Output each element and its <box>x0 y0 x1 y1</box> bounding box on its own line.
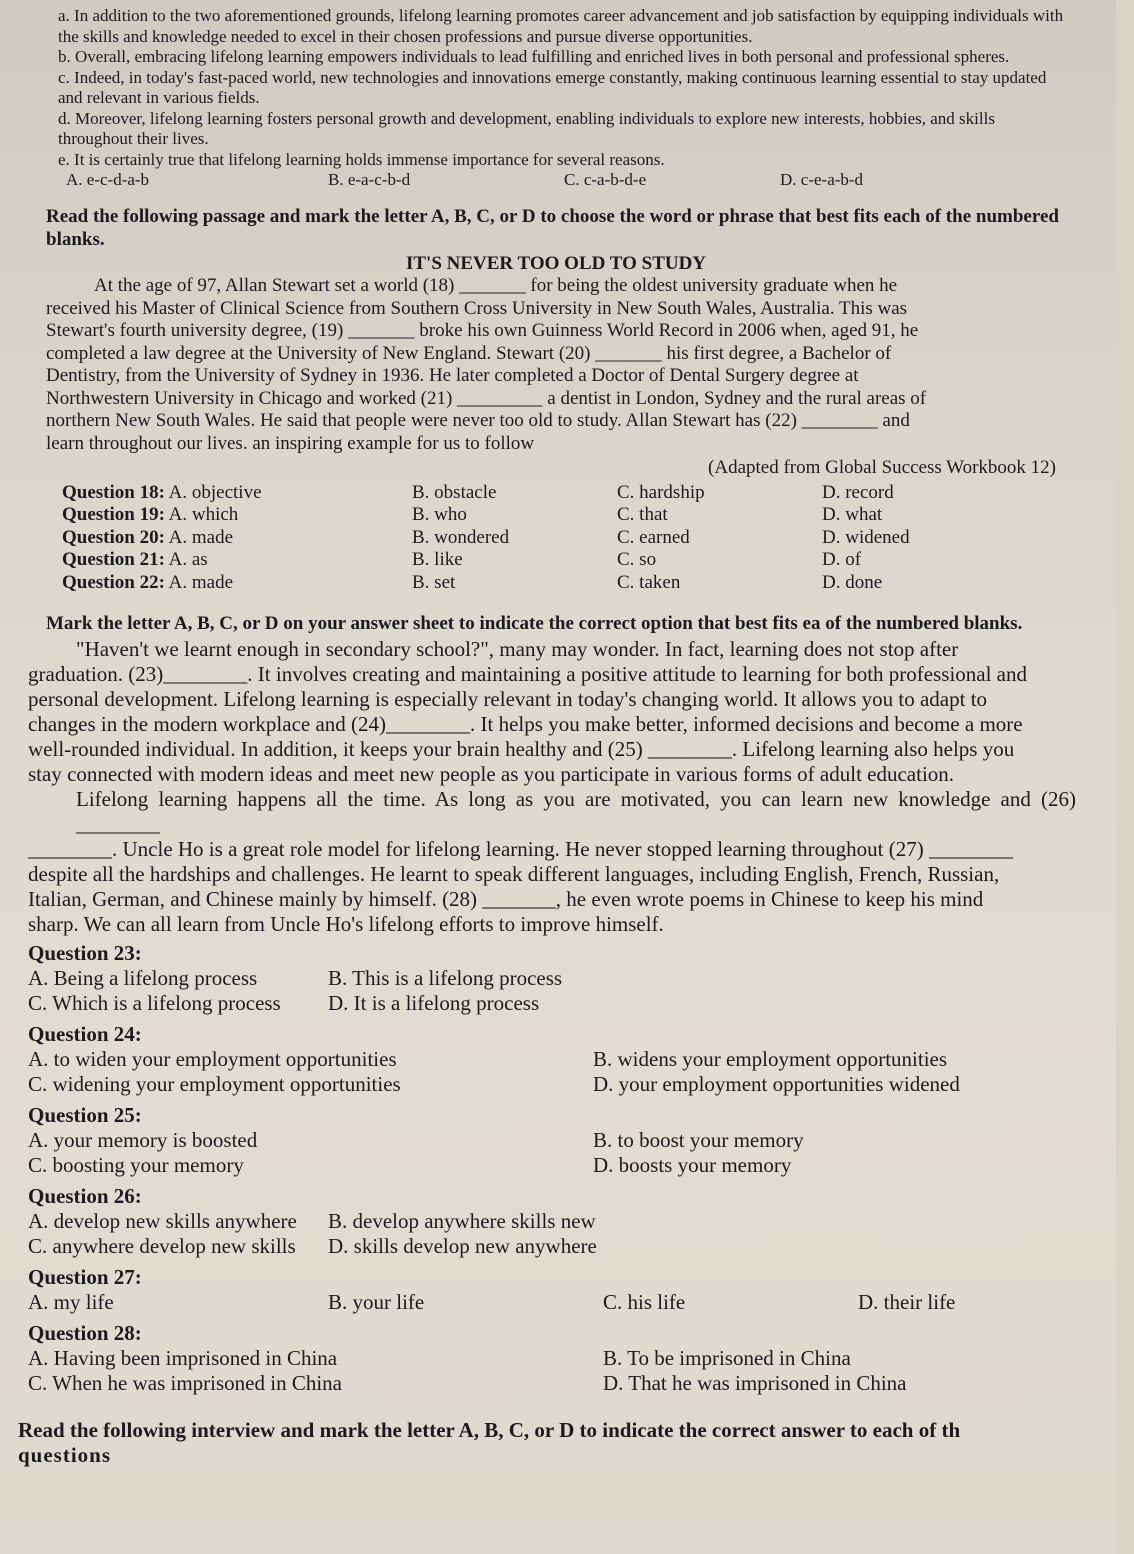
passage-line: personal development. Lifelong learning is especially relevant in today's changing world. It allows you to adapt to <box>28 687 988 711</box>
answer-option[interactable]: A. as <box>168 549 208 570</box>
passage-line: sharp. We can all learn from Uncle Ho's lifelong efforts to improve himself. <box>28 912 664 936</box>
passage-line: learn throughout our lives. an inspiring example for us to follow <box>46 432 535 454</box>
sentence-c: c. Indeed, in today's fast-paced world, new technologies and innovations emerge constantly, making continuous learning essential to stay updated and relevant in various fields. <box>58 67 1047 107</box>
section1-passage <box>46 275 1066 455</box>
answer-option[interactable]: A. my life <box>28 1290 114 1314</box>
next-section-instruction: Read the following interview and mark the letter A, B, C, or D to indicate the correct answer to each of th <box>18 1418 961 1442</box>
question-label: Question 24: <box>28 1022 142 1046</box>
passage-line: Lifelong learning happens all the time. As long as you are motivated, you can learn new knowledge and (26) ________ <box>76 787 1076 836</box>
option-c[interactable]: C. c-a-b-d-e <box>564 170 647 189</box>
answer-option[interactable]: C. boosting your memory <box>28 1153 244 1177</box>
question-block <box>28 1321 1076 1396</box>
question-label: Question 18: <box>62 481 165 503</box>
section2-instruction: Mark the letter A, B, C, or D on your answer sheet to indicate the correct option that best fits ea of the numbered blanks. <box>46 613 1023 634</box>
answer-option[interactable]: A. objective <box>168 481 262 503</box>
question-label: Question 28: <box>28 1321 142 1345</box>
question-block <box>28 1184 1076 1259</box>
answer-option[interactable]: B. like <box>412 549 463 570</box>
answer-option[interactable]: B. To be imprisoned in China <box>603 1346 851 1370</box>
answer-option[interactable]: B. wondered <box>412 526 510 548</box>
answer-option[interactable]: B. widens your employment opportunities <box>593 1047 948 1071</box>
answer-option[interactable]: B. your life <box>328 1290 425 1314</box>
section1-questions <box>46 482 1066 595</box>
question-label: Question 20: <box>62 526 165 548</box>
option-d[interactable]: D. c-e-a-b-d <box>780 170 864 189</box>
answer-option[interactable]: D. It is a lifelong process <box>328 991 540 1015</box>
answer-option[interactable]: A. to widen your employment opportunities <box>28 1047 397 1071</box>
passage-title: IT'S NEVER TOO OLD TO STUDY <box>405 252 707 274</box>
section1-instruction: Read the following passage and mark the letter A, B, C, or D to choose the word or phrase that best fits each of the numbered blanks. <box>46 205 1059 250</box>
answer-option[interactable]: D. boosts your memory <box>593 1153 792 1177</box>
passage-line: Northwestern University in Chicago and worked (21) _________ a dentist in London, Sydney and the rural areas of <box>46 387 927 409</box>
option-b[interactable]: B. e-a-c-b-d <box>328 170 411 189</box>
question-label: Question 26: <box>28 1184 142 1208</box>
passage-line: "Haven't we learnt enough in secondary school?", many may wonder. In fact, learning does not stop after <box>76 637 959 661</box>
answer-option[interactable]: D. your employment opportunities widened <box>593 1072 960 1096</box>
question-block <box>28 1103 1076 1178</box>
question-row <box>62 504 1066 527</box>
answer-option[interactable]: B. set <box>412 571 456 593</box>
answer-option[interactable]: A. made <box>168 526 234 548</box>
answer-option[interactable]: C. taken <box>617 571 681 593</box>
answer-option[interactable]: A. your memory is boosted <box>28 1128 258 1152</box>
answer-option[interactable]: C. anywhere develop new skills <box>28 1234 296 1258</box>
answer-option[interactable]: A. which <box>168 504 239 525</box>
answer-option[interactable]: B. This is a lifelong process <box>328 966 563 990</box>
passage-line: stay connected with modern ideas and meet new people as you participate in various forms of adult education. <box>28 762 955 786</box>
question-label: Question 22: <box>62 571 165 593</box>
passage-line: completed a law degree at the University of New England. Stewart (20) _______ his first degree, a Bachelor of <box>46 342 892 364</box>
answer-option[interactable]: C. When he was imprisoned in China <box>28 1371 342 1395</box>
answer-option[interactable]: C. earned <box>617 526 690 548</box>
section-lifelong-learning <box>18 612 1076 1467</box>
answer-option[interactable]: C. Which is a lifelong process <box>28 991 281 1015</box>
answer-option[interactable]: D. That he was imprisoned in China <box>603 1371 907 1395</box>
question-label: Question 19: <box>62 504 165 525</box>
question-row <box>62 572 1066 595</box>
answer-option[interactable]: C. his life <box>603 1290 686 1314</box>
question-block <box>28 1022 1076 1097</box>
question-block <box>28 941 1076 1016</box>
answer-option[interactable]: B. develop anywhere skills new <box>328 1209 596 1233</box>
answer-option[interactable]: C. that <box>617 504 668 525</box>
answer-option[interactable]: B. who <box>412 504 467 525</box>
answer-option[interactable]: A. Having been imprisoned in China <box>28 1346 338 1370</box>
ordering-question <box>18 6 1076 191</box>
section-passage-cloze <box>18 205 1076 595</box>
answer-option[interactable]: D. record <box>822 481 894 503</box>
question-label: Question 23: <box>28 941 142 965</box>
answer-option[interactable]: D. what <box>822 504 883 525</box>
section2-passage <box>28 637 1076 937</box>
cut-off-text: questions <box>18 1443 112 1467</box>
passage-line: Italian, German, and Chinese mainly by himself. (28) _______, he even wrote poems in Chinese to keep his mind <box>28 887 984 911</box>
passage-line: despite all the hardships and challenges. He learnt to speak different languages, including English, French, Russian, <box>28 862 1000 886</box>
passage-line: northern New South Wales. He said that people were never too old to study. Allan Stewart has (22) ________ and <box>46 410 910 431</box>
passage-line: changes in the modern workplace and (24)________. It helps you make better, informed decisions and become a more <box>28 712 1023 736</box>
sentence-d: d. Moreover, lifelong learning fosters personal growth and development, enabling individuals to explore new interests, hobbies, and skills throughout their lives. <box>58 108 995 148</box>
question-label: Question 27: <box>28 1265 142 1289</box>
answer-option[interactable]: B. to boost your memory <box>593 1128 804 1152</box>
answer-option[interactable]: B. obstacle <box>412 481 497 503</box>
answer-option[interactable]: D. done <box>822 571 883 593</box>
question-row <box>62 549 1066 572</box>
answer-option[interactable]: C. hardship <box>617 481 705 503</box>
answer-option[interactable]: D. widened <box>822 526 910 548</box>
question-row <box>62 527 1066 550</box>
question-block <box>28 1265 1076 1315</box>
question-row <box>62 482 1066 505</box>
passage-line: well-rounded individual. In addition, it keeps your brain healthy and (25) ________. Lifelong learning also helps you <box>28 737 1015 761</box>
option-a[interactable]: A. e-c-d-a-b <box>66 170 150 189</box>
ordering-options <box>66 170 1066 191</box>
sentence-a: a. In addition to the two aforementioned grounds, lifelong learning promotes career advancement and job satisfaction by equipping individuals with the skills and knowledge needed to excel in their chosen professions and pursue diverse opportunities. <box>58 6 1064 46</box>
passage-line: graduation. (23)________. It involves creating and maintaining a positive attitude to learning for both professional and <box>28 662 1028 686</box>
answer-option[interactable]: D. skills develop new anywhere <box>328 1234 597 1258</box>
passage-line: received his Master of Clinical Science from Southern Cross University in New South Wales, Australia. This was <box>46 297 908 319</box>
sentence-e: e. It is certainly true that lifelong learning holds immense importance for several reasons. <box>58 149 665 169</box>
passage-line: ________. Uncle Ho is a great role model for lifelong learning. He never stopped learning throughout (27) ________ <box>28 837 1014 861</box>
sentence-b: b. Overall, embracing lifelong learning empowers individuals to lead fulfilling and enriched lives in both personal and professional spheres. <box>58 47 1010 66</box>
answer-option[interactable]: C. widening your employment opportunities <box>28 1072 401 1096</box>
question-label: Question 25: <box>28 1103 142 1127</box>
passage-line: At the age of 97, Allan Stewart set a world (18) _______ for being the oldest university graduate when he <box>94 275 898 296</box>
passage-line: Stewart's fourth university degree, (19) _______ broke his own Guinness World Record in 2006 when, aged 91, he <box>46 320 919 341</box>
answer-option[interactable]: A. made <box>168 571 234 593</box>
answer-option[interactable]: D. their life <box>858 1290 956 1314</box>
answer-option[interactable]: D. of <box>822 549 862 570</box>
source-citation: (Adapted from Global Success Workbook 12) <box>708 457 1056 478</box>
answer-option[interactable]: A. develop new skills anywhere <box>28 1209 297 1233</box>
answer-option[interactable]: A. Being a lifelong process <box>28 966 258 990</box>
question-label: Question 21: <box>62 549 165 570</box>
passage-line: Dentistry, from the University of Sydney in 1936. He later completed a Doctor of Dental Surgery degree at <box>46 365 859 386</box>
answer-option[interactable]: C. so <box>617 549 657 570</box>
section2-questions <box>28 941 1076 1396</box>
